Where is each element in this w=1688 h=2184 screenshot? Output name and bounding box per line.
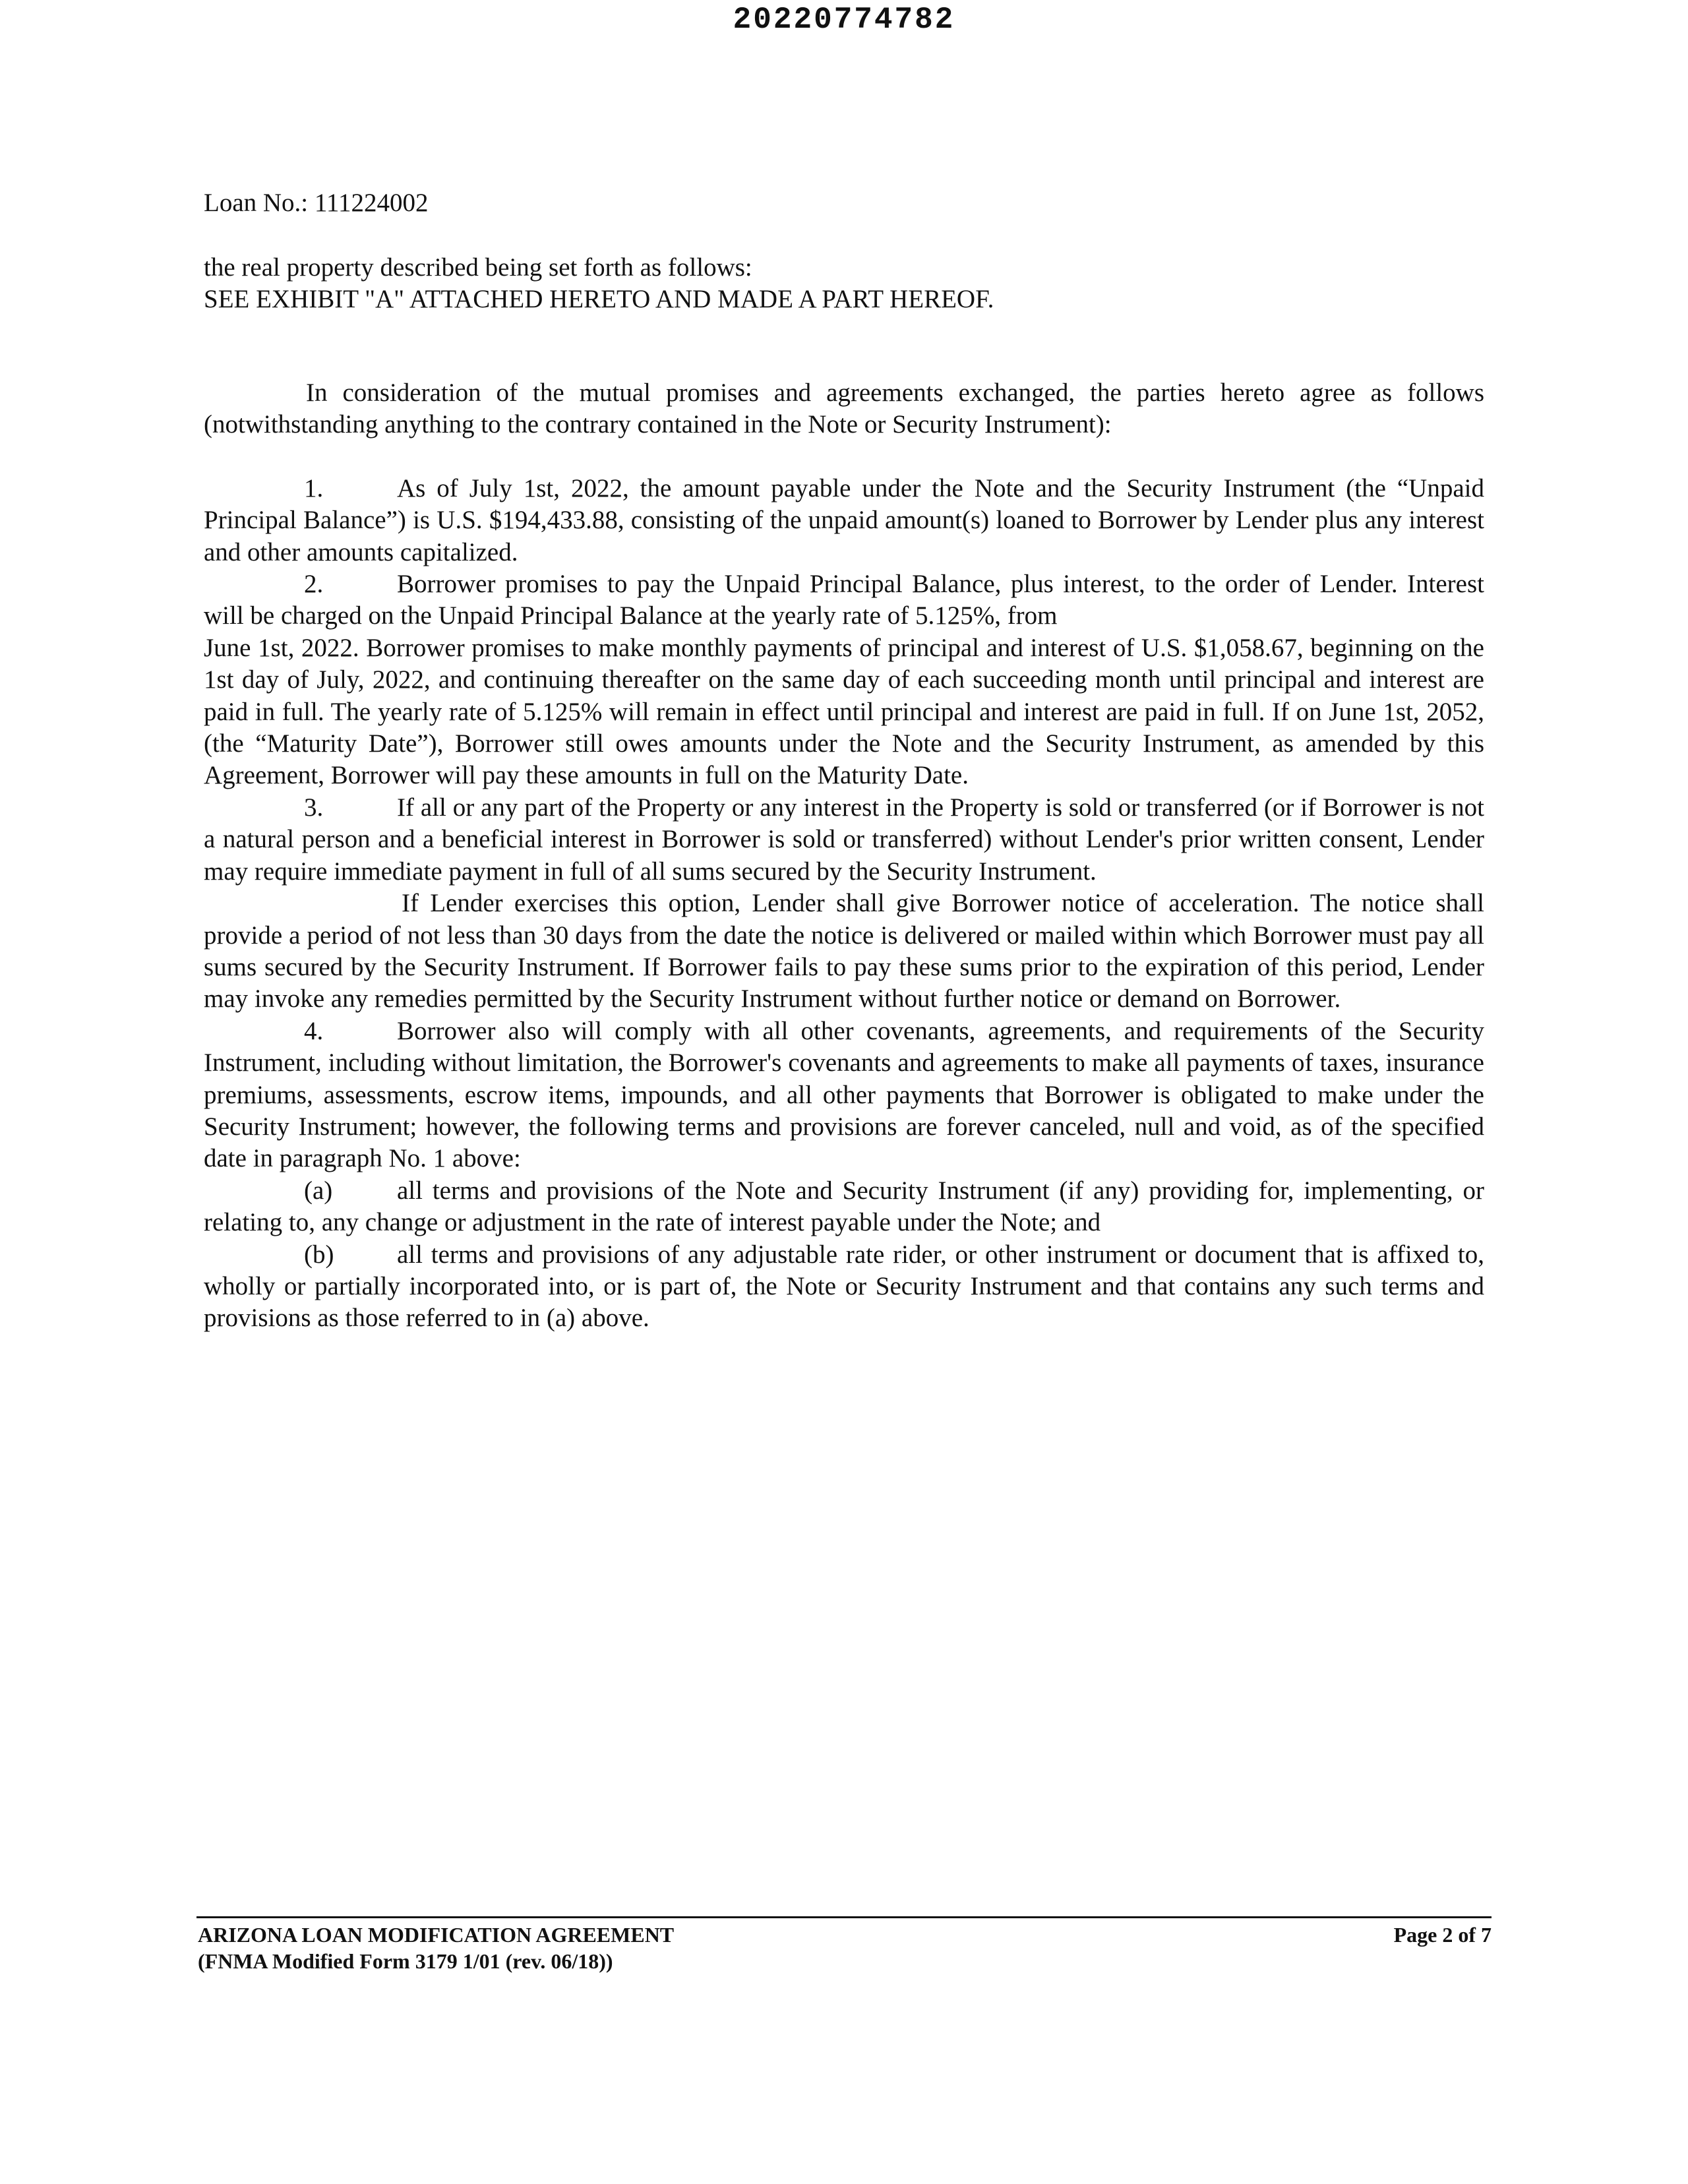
property-line-1: the real property described being set forth as follows: xyxy=(204,253,752,282)
paragraph-number: 4. xyxy=(304,1016,324,1045)
paragraph-3 xyxy=(204,792,1484,888)
paragraph-4 xyxy=(204,1016,1484,1175)
recording-number: 20220774782 xyxy=(733,3,955,37)
property-line-2: SEE EXHIBIT "A" ATTACHED HERETO AND MADE A PART HEREOF. xyxy=(204,285,994,313)
agreement-body xyxy=(204,377,1484,1335)
paragraph-number: 3. xyxy=(304,793,324,822)
property-description xyxy=(204,252,994,315)
paragraph-text: If all or any part of the Property or any interest in the Property is sold or transferred (or if Borrower is not a natural person and a beneficial interest in Borrower is sold or transferred) without Lender's prior written consent, Lender may require immediate payment in full of all sums secured by the Security Instrument. xyxy=(204,793,1484,886)
paragraph-3-continuation: If Lender exercises this option, Lender shall give Borrower notice of acceleration. The notice shall provide a period of not less than 30 days from the date the notice is delivered or mailed within which Borrower must pay all sums secured by the Security Instrument. If Borrower fails to pay these sums prior to the expiration of this period, Lender may invoke any remedies permitted by the Security Instrument without further notice or demand on Borrower. xyxy=(204,889,1484,1014)
paragraph-number: 2. xyxy=(304,570,324,599)
footer-divider xyxy=(196,1916,1492,1918)
paragraph-text: Borrower promises to pay the Unpaid Principal Balance, plus interest, to the order of Lender. Interest will be charged on the Unpaid Principal Balance at the yearly rate of 5.125%, from xyxy=(204,570,1484,630)
intro-paragraph: In consideration of the mutual promises and agreements exchanged, the parties hereto agree as follows (notwithstanding anything to the contrary contained in the Note or Security Instrument): xyxy=(204,379,1484,439)
subparagraph-label: (a) xyxy=(304,1176,333,1205)
loan-number: Loan No.: 111224002 xyxy=(204,189,429,217)
paragraph-2 xyxy=(204,568,1484,632)
subparagraph-b xyxy=(204,1239,1484,1335)
paragraph-text: As of July 1st, 2022, the amount payable under the Note and the Security Instrument (the “Unpaid Principal Balance”) is U.S. $194,433.88, consisting of the unpaid amount(s) loaned to Borrower by Lender plus any interest and other amounts capitalized. xyxy=(204,473,1484,566)
page-number: Page 2 of 7 xyxy=(1393,1923,1492,1947)
paragraph-number: 1. xyxy=(304,473,324,502)
paragraph-text: Borrower also will comply with all other covenants, agreements, and requirements of the Security Instrument, including without limitation, the Borrower's covenants and agreements to make all payments of taxes, insurance premiums, assessments, escrow items, impounds, and all other payments that Borrower is obligated to make under the Security Instrument; however, the following terms and provisions are forever canceled, null and void, as of the specified date in paragraph No. 1 above: xyxy=(204,1016,1484,1173)
subparagraph-a xyxy=(204,1175,1484,1239)
paragraph-2-continued: June 1st, 2022. Borrower promises to make monthly payments of principal and interest of U.S. $1,058.67, beginning on the 1st day of July, 2022, and continuing thereafter on the same day of each succeeding month until principal and interest are paid in full. The yearly rate of 5.125% will remain in effect until principal and interest are paid in full. If on June 1st, 2052, (the “Maturity Date”), Borrower still owes amounts under the Note and the Security Instrument, as amended by this Agreement, Borrower will pay these amounts in full on the Maturity Date. xyxy=(204,633,1484,790)
paragraph-1 xyxy=(204,473,1484,568)
footer-title: ARIZONA LOAN MODIFICATION AGREEMENT xyxy=(198,1923,675,1947)
subparagraph-text: all terms and provisions of any adjustable rate rider, or other instrument or document that is affixed to, wholly or partially incorporated into, or is part of, the Note or Security Instrument and that contains any such terms and provisions as those referred to in (a) above. xyxy=(204,1240,1484,1333)
footer-form-info xyxy=(198,1922,674,1974)
footer-form-number: (FNMA Modified Form 3179 1/01 (rev. 06/18)) xyxy=(198,1949,613,1973)
subparagraph-text: all terms and provisions of the Note and Security Instrument (if any) providing for, implementing, or relating to, any change or adjustment in the rate of interest payable under the Note; and xyxy=(204,1176,1484,1237)
subparagraph-label: (b) xyxy=(304,1240,334,1269)
